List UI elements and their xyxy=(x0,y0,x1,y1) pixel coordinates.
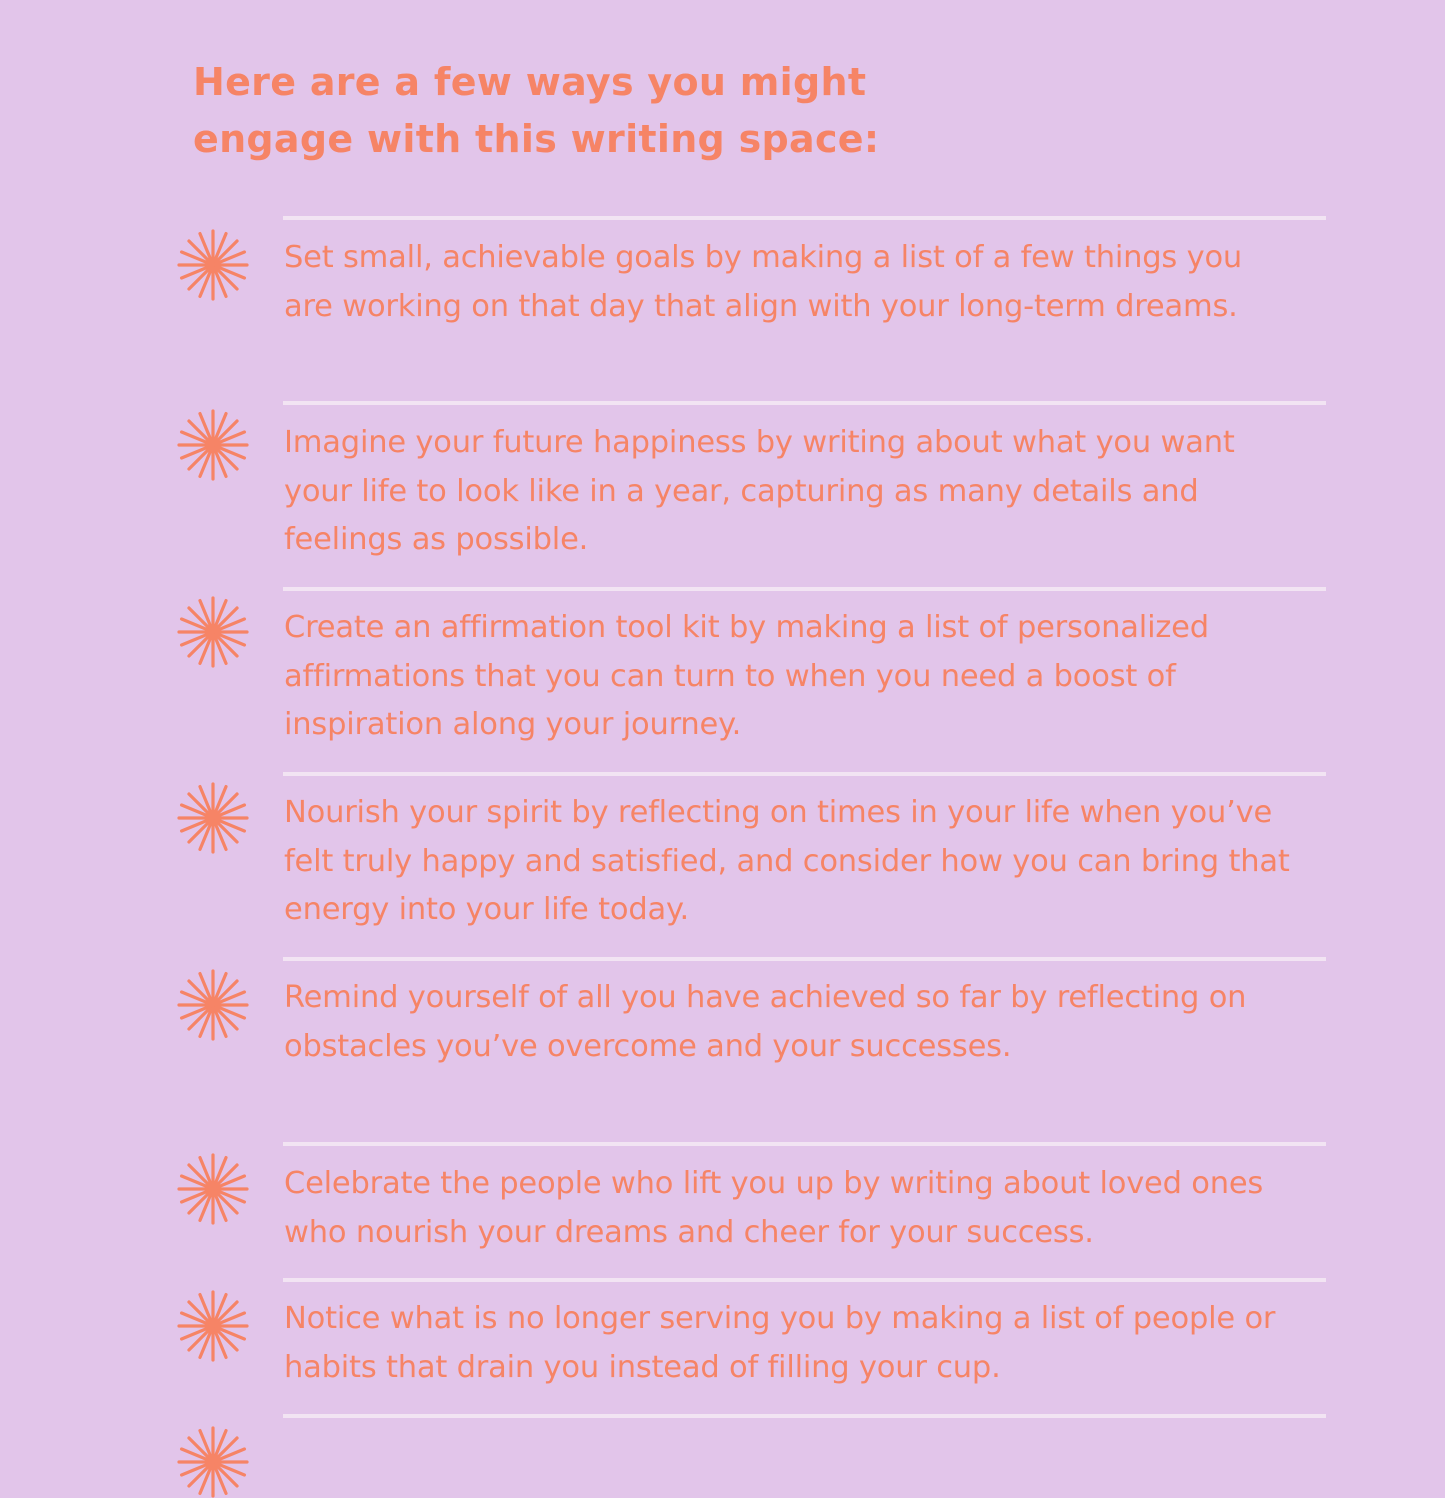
list-item-text: Create an affirmation tool kit by making a list of personalized affirmations that you can turn to when you need a boost of inspiration along your journey. xyxy=(284,610,1209,742)
divider-7 xyxy=(283,1278,1326,1282)
divider-4 xyxy=(283,772,1326,776)
heading-line-1: Here are a few ways you might xyxy=(193,60,867,104)
starburst-icon xyxy=(177,229,249,301)
list-item-text: Imagine your future happiness by writing about what you want your life to look like in a year, capturing as many details and feelings as possible. xyxy=(284,425,1235,557)
starburst-icon xyxy=(177,969,249,1041)
heading-line-2: engage with this writing space: xyxy=(193,117,880,161)
list-item-text: Remind yourself of all you have achieved so far by reflecting on obstacles you’ve overcome and your successes. xyxy=(284,980,1247,1064)
list-item-text: Set small, achievable goals by making a list of a few things you are working on that day that align with your long-term dreams. xyxy=(284,240,1243,324)
starburst-icon xyxy=(177,409,249,481)
starburst-icon xyxy=(177,1426,249,1498)
starburst-icon xyxy=(177,1290,249,1362)
divider-1 xyxy=(283,216,1326,220)
divider-6 xyxy=(283,1142,1326,1146)
starburst-icon xyxy=(177,596,249,668)
starburst-icon xyxy=(177,1153,249,1225)
list-item-text: Celebrate the people who lift you up by writing about loved ones who nourish your dreams and cheer for your success. xyxy=(284,1166,1264,1250)
divider-5 xyxy=(283,957,1326,961)
list-item-text: Nourish your spirit by reflecting on times in your life when you’ve felt truly happy and satisfied, and consider how you can bring that energy into your life today. xyxy=(284,795,1290,927)
divider-3 xyxy=(283,587,1326,591)
divider-8 xyxy=(283,1414,1326,1418)
starburst-icon xyxy=(177,782,249,854)
list-item-text: Notice what is no longer serving you by making a list of people or habits that drain you instead of filling your cup. xyxy=(284,1301,1276,1385)
divider-2 xyxy=(283,401,1326,405)
